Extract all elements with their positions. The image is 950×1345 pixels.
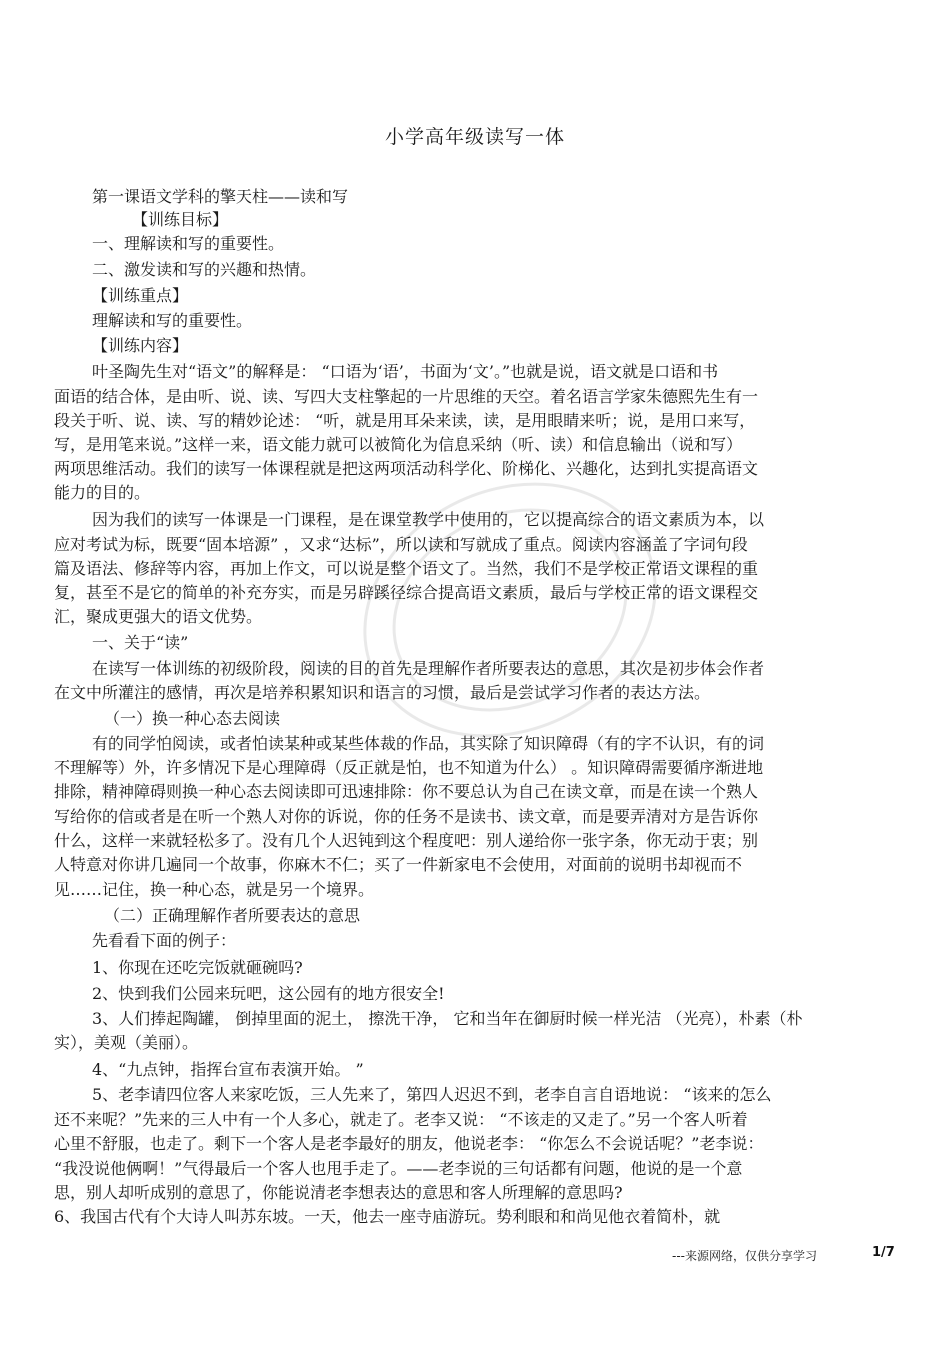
text-line: 写给你的信或者是在听一个熟人对你的诉说，你的任务不是读书、读文章，而是要弄清对方是告诉你 <box>54 807 759 826</box>
text-line: 1、你现在还吃完饭就砸碗吗? <box>92 958 303 977</box>
text-line: 两项思维活动。我们的读写一体课程就是把这两项活动科学化、阶梯化、兴趣化，达到扎实提高语文 <box>54 459 759 478</box>
text-line: 实），美观（美丽）。 <box>54 1033 199 1052</box>
text-line: 见……记住，换一种心态，就是另一个境界。 <box>54 880 375 899</box>
text-line: 有的同学怕阅读，或者怕读某种或某些体裁的作品，其实除了知识障碍（有的字不认识，有的词 <box>92 734 765 753</box>
text-line: “我没说他俩啊！”气得最后一个客人也甩手走了。——老李说的三句话都有问题，他说的是一个意 <box>54 1159 743 1178</box>
text-line: 能力的目的。 <box>54 483 151 502</box>
text-line: 2、快到我们公园来玩吧，这公园有的地方很安全! <box>92 984 445 1003</box>
text-line: 心里不舒服，也走了。剩下一个客人是老李最好的朋友，他说老李： “你怎么不会说话呢？”老李说： <box>54 1134 764 1153</box>
text-line: 不理解等）外，许多情况下是心理障碍（反正就是怕，也不知道为什么） 。知识障碍需要循序渐进地 <box>54 758 764 777</box>
footer-page-number: 1/7 <box>872 1245 895 1260</box>
text-line: 复，甚至不是它的简单的补充夯实，而是另辟蹊径综合提高语文素质，最后与学校正常的语文课程交 <box>54 583 759 602</box>
watermark-stamp <box>350 460 670 760</box>
text-line: 人特意对你讲几遍同一个故事，你麻木不仁；买了一件新家电不会使用，对面前的说明书却视而不 <box>54 855 743 874</box>
text-line: 什么，这样一来就轻松多了。没有几个人迟钝到这个程度吧：别人递给你一张字条，你无动于衷；别 <box>54 831 759 850</box>
text-line: 5、老李请四位客人来家吃饭，三人先来了，第四人迟迟不到，老李自言自语地说： “该来的怎么 <box>92 1085 772 1104</box>
text-line: 一、理解读和写的重要性。 <box>92 234 285 253</box>
text-line: 在文中所灌注的感情，再次是培养积累知识和语言的习惯，最后是尝试学习作者的表达方法。 <box>54 683 711 702</box>
text-line: 在读写一体训练的初级阶段，阅读的目的首先是理解作者所要表达的意思，其次是初步体会作者 <box>92 659 765 678</box>
text-line: 一、关于“读” <box>92 633 189 652</box>
text-line: 应对考试为标，既要“固本培源” ，又求“达标”，所以读和写就成了重点。阅读内容涵盖了字词句段 <box>54 535 748 554</box>
text-line: 二、激发读和写的兴趣和热情。 <box>92 260 317 279</box>
text-line: 叶圣陶先生对“语文”的解释是： “口语为‘语’，书面为‘文’。”也就是说，语文就是口语和书 <box>92 362 719 381</box>
text-line: 面语的结合体，是由听、说、读、写四大支柱擎起的一片思维的天空。着名语言学家朱德熙先生有一 <box>54 387 759 406</box>
text-line: 第一课语文学科的擎天柱——读和写 <box>92 187 349 206</box>
footer-source-note: ---来源网络，仅供分享学习 <box>672 1249 817 1263</box>
text-line: 【训练目标】 <box>132 210 229 229</box>
text-line: 【训练内容】 <box>92 336 189 355</box>
text-line: 3、人们捧起陶罐， 倒掉里面的泥土， 擦洗干净， 它和当年在御厨时候一样光洁 （光亮），朴素（朴 <box>92 1009 803 1028</box>
text-line: 理解读和写的重要性。 <box>92 311 253 330</box>
text-line: 汇，聚成更强大的语文优势。 <box>54 607 263 626</box>
text-line: 先看看下面的例子： <box>92 931 237 950</box>
text-line: 还不来呢？”先来的三人中有一个人多心，就走了。老李又说： “不该走的又走了。”另一个客人听着 <box>54 1110 748 1129</box>
document-title: 小学高年级读写一体 <box>384 126 565 148</box>
text-line: 【训练重点】 <box>92 286 189 305</box>
text-line: 4、“九点钟，指挥台宣布表演开始。 ” <box>92 1060 364 1079</box>
text-line: 排除，精神障碍则换一种心态去阅读即可迅速排除：你不要总认为自己在读文章，而是在读一个熟人 <box>54 782 759 801</box>
text-line: 篇及语法、修辞等内容，再加上作文，可以说是整个语文了。当然，我们不是学校正常语文课程的重 <box>54 559 759 578</box>
text-line: （一）换一种心态去阅读 <box>104 709 281 728</box>
text-line: （二）正确理解作者所要表达的意思 <box>104 906 361 925</box>
text-line: 6、我国古代有个大诗人叫苏东坡。一天，他去一座寺庙游玩。势利眼和和尚见他衣着简朴，就 <box>54 1207 721 1226</box>
text-line: 思，别人却听成别的意思了，你能说清老李想表达的意思和客人所理解的意思吗? <box>54 1183 623 1202</box>
text-line: 写，是用笔来说。”这样一来，语文能力就可以被简化为信息采纳（听、读）和信息输出（说和写） <box>54 435 743 454</box>
text-line: 段关于听、说、读、写的精妙论述： “听，就是用耳朵来读，读，是用眼睛来听；说，是用口来写， <box>54 411 756 430</box>
text-line: 因为我们的读写一体课是一门课程，是在课堂教学中使用的，它以提高综合的语文素质为本，以 <box>92 510 765 529</box>
